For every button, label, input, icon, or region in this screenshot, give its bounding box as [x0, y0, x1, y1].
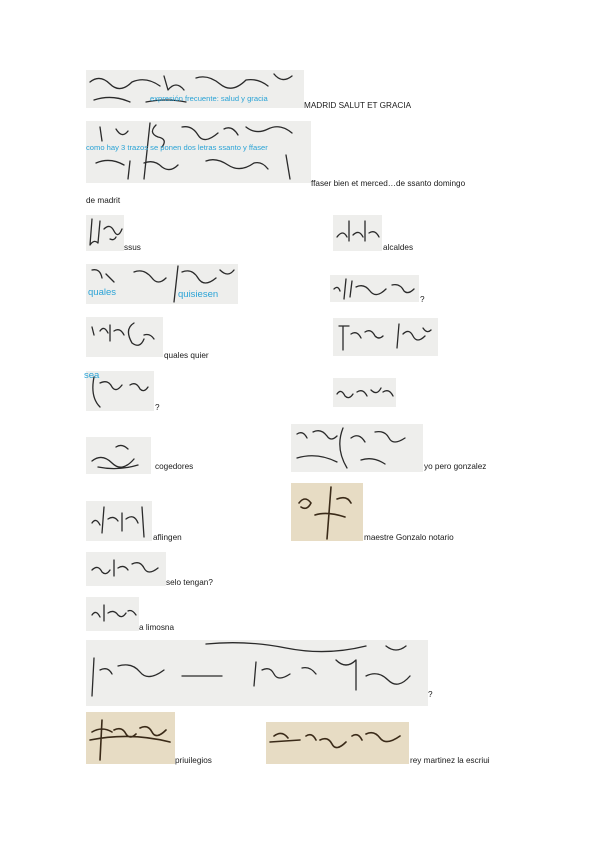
transcription-yo-pero-gonzalez: yo pero gonzalez — [424, 462, 487, 471]
manuscript-snippet-john-mach — [333, 318, 438, 356]
manuscript-snippet-quales-quisiesen — [86, 264, 238, 304]
manuscript-snippet-madrid — [86, 70, 304, 108]
manuscript-snippet-en-mayor — [333, 378, 396, 407]
transcription-selo-tengan: selo tengan? — [166, 578, 213, 587]
transcription-ssus: ssus — [124, 243, 141, 252]
transcription-de-madrit: de madrit — [86, 196, 121, 205]
transcription-question-3: ? — [428, 690, 433, 699]
transcription-limosna: a limosna — [139, 623, 175, 632]
transcription-madrid: MADRID SALUT ET GRACIA — [304, 101, 412, 110]
transcription-question-2: ? — [155, 403, 160, 412]
manuscript-snippet-ssus — [86, 215, 124, 251]
annotation-sea: sea — [84, 370, 100, 381]
manuscript-snippet-aflingen — [86, 501, 152, 541]
annotation-two-letters: como hay 3 trazos se ponen dos letras ssanto y ffaser — [86, 143, 268, 152]
annotation-quisiesen: quisiesen — [178, 289, 219, 300]
annotation-quales: quales — [88, 287, 116, 298]
manuscript-snippet-quales-quier — [86, 317, 163, 357]
manuscript-snippet-priuilegios — [86, 712, 175, 764]
annotation-frequent-expression: expresión frecuente: salud y gracia — [150, 94, 268, 103]
transcription-cogedores: cogedores — [155, 462, 194, 471]
manuscript-snippet-yo-pero-gonzalez — [291, 424, 423, 472]
manuscript-snippet-limosna — [86, 597, 139, 631]
manuscript-snippet-alcaldes — [333, 215, 382, 251]
transcription-ffaser: ffaser bien et merced…de ssanto domingo — [311, 179, 466, 188]
transcription-aflingen: aflingen — [153, 533, 182, 542]
manuscript-snippet-ffaser — [86, 121, 311, 183]
transcription-alcaldes: alcaldes — [383, 243, 414, 252]
manuscript-snippet-sea — [86, 371, 154, 411]
manuscript-snippet-cogedores — [86, 437, 151, 474]
manuscript-snippet-maestre-gonzalo — [291, 483, 363, 541]
transcription-maestre-gonzalo: maestre Gonzalo notario — [364, 533, 454, 542]
transcription-question-1: ? — [420, 295, 425, 304]
transcription-priuilegios: priuilegios — [175, 756, 212, 765]
manuscript-snippet-long-line — [86, 640, 428, 706]
manuscript-snippet-fagan — [330, 275, 419, 302]
transcription-quales-quier: quales quier — [164, 351, 209, 360]
manuscript-snippet-rey-martinez — [266, 722, 409, 764]
manuscript-snippet-selo-tengan — [86, 552, 166, 586]
transcription-rey-martinez: rey martinez la escriui — [410, 756, 490, 765]
